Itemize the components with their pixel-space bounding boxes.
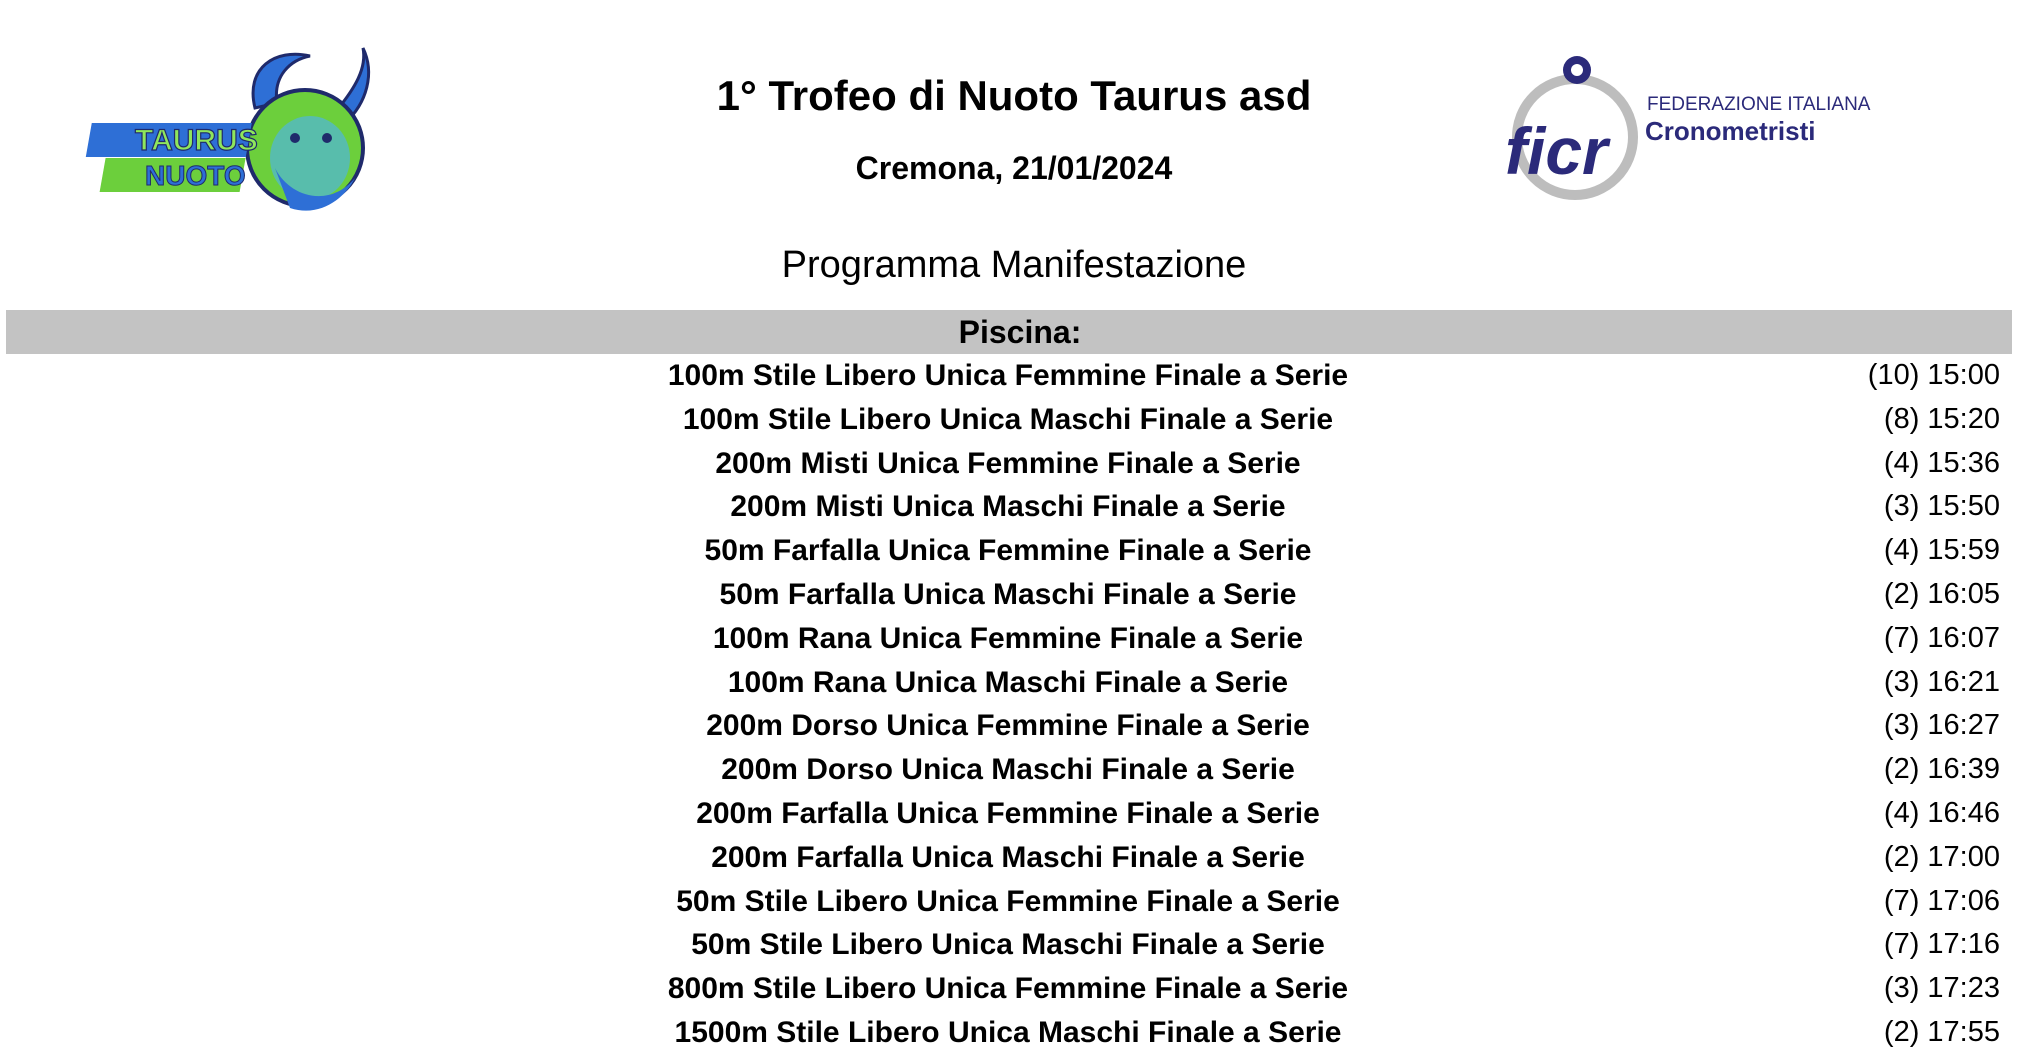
ficr-logo-icon	[1495, 52, 1871, 202]
event-row	[0, 661, 2018, 705]
event-time: (3) 15:50	[1883, 490, 2000, 523]
event-name: 200m Dorso Unica Maschi Finale a Serie	[721, 753, 1295, 787]
event-time: (8) 15:20	[1883, 402, 2000, 435]
logo-text-top: TAURUS	[135, 124, 258, 157]
event-name: 50m Farfalla Unica Maschi Finale a Serie	[719, 577, 1297, 611]
event-name: 100m Rana Unica Maschi Finale a Serie	[727, 665, 1289, 699]
event-name: 100m Stile Libero Unica Femmine Finale a Serie	[667, 359, 1349, 392]
event-row	[0, 880, 2018, 924]
event-time: (2) 16:39	[1883, 753, 2000, 786]
event-row	[0, 442, 2018, 486]
event-list	[0, 354, 2018, 1055]
event-time: (4) 15:59	[1883, 534, 2000, 567]
event-row	[0, 485, 2018, 529]
event-row	[0, 354, 2018, 398]
event-location-date: Cremona, 21/01/2024	[855, 150, 1173, 186]
event-row	[0, 792, 2018, 836]
program-title: Programma Manifestazione	[781, 244, 1247, 286]
event-time: (3) 16:27	[1883, 709, 2000, 742]
ficr-line2: Cronometristi	[1645, 116, 1816, 146]
event-name: 100m Stile Libero Unica Maschi Finale a Serie	[682, 402, 1334, 436]
event-time: (7) 17:06	[1883, 884, 2000, 917]
section-label: Piscina:	[958, 314, 1082, 350]
event-name: 200m Misti Unica Femmine Finale a Serie	[715, 446, 1301, 480]
event-row	[0, 836, 2018, 880]
ficr-line1: FEDERAZIONE ITALIANA	[1647, 94, 1871, 115]
event-name: 1500m Stile Libero Unica Maschi Finale a Serie	[674, 1015, 1342, 1049]
logo-text-bottom: NUOTO	[145, 160, 246, 191]
event-name: 50m Farfalla Unica Femmine Finale a Serie	[704, 534, 1312, 568]
event-row	[0, 617, 2018, 661]
event-name: 200m Misti Unica Maschi Finale a Serie	[730, 490, 1286, 524]
taurus-nuoto-logo	[105, 48, 375, 218]
event-time: (7) 17:16	[1883, 928, 2000, 961]
ficr-acronym: ficr	[1505, 114, 1608, 188]
ficr-logo	[1495, 52, 1871, 202]
event-name: 200m Farfalla Unica Maschi Finale a Serie	[711, 840, 1305, 874]
section-header	[6, 310, 2012, 354]
event-time: (2) 17:00	[1883, 840, 2000, 873]
event-name: 50m Stile Libero Unica Maschi Finale a Serie	[691, 928, 1325, 962]
event-time: (3) 16:21	[1883, 665, 2000, 698]
event-row	[0, 398, 2018, 442]
event-time: (2) 17:55	[1883, 1015, 2000, 1048]
event-row	[0, 923, 2018, 967]
event-name: 50m Stile Libero Unica Femmine Finale a Serie	[676, 884, 1340, 918]
event-row	[0, 748, 2018, 792]
event-time: (2) 16:05	[1883, 577, 2000, 610]
event-time: (7) 16:07	[1883, 621, 2000, 654]
event-time: (4) 16:46	[1883, 796, 2000, 829]
event-row	[0, 1011, 2018, 1055]
page-title: 1° Trofeo di Nuoto Taurus asd	[716, 72, 1312, 119]
event-name: 200m Dorso Unica Femmine Finale a Serie	[706, 709, 1310, 743]
event-time: (10) 15:00	[1867, 359, 2000, 391]
event-time: (4) 15:36	[1883, 446, 2000, 479]
event-name: 100m Rana Unica Femmine Finale a Serie	[712, 621, 1304, 655]
event-time: (3) 17:23	[1883, 972, 2000, 1005]
event-name: 800m Stile Libero Unica Femmine Finale a Serie	[667, 972, 1349, 1006]
event-row	[0, 967, 2018, 1011]
event-row	[0, 529, 2018, 573]
event-row	[0, 704, 2018, 748]
event-row	[0, 573, 2018, 617]
bull-logo-icon	[105, 48, 375, 218]
event-name: 200m Farfalla Unica Femmine Finale a Serie	[696, 796, 1320, 830]
